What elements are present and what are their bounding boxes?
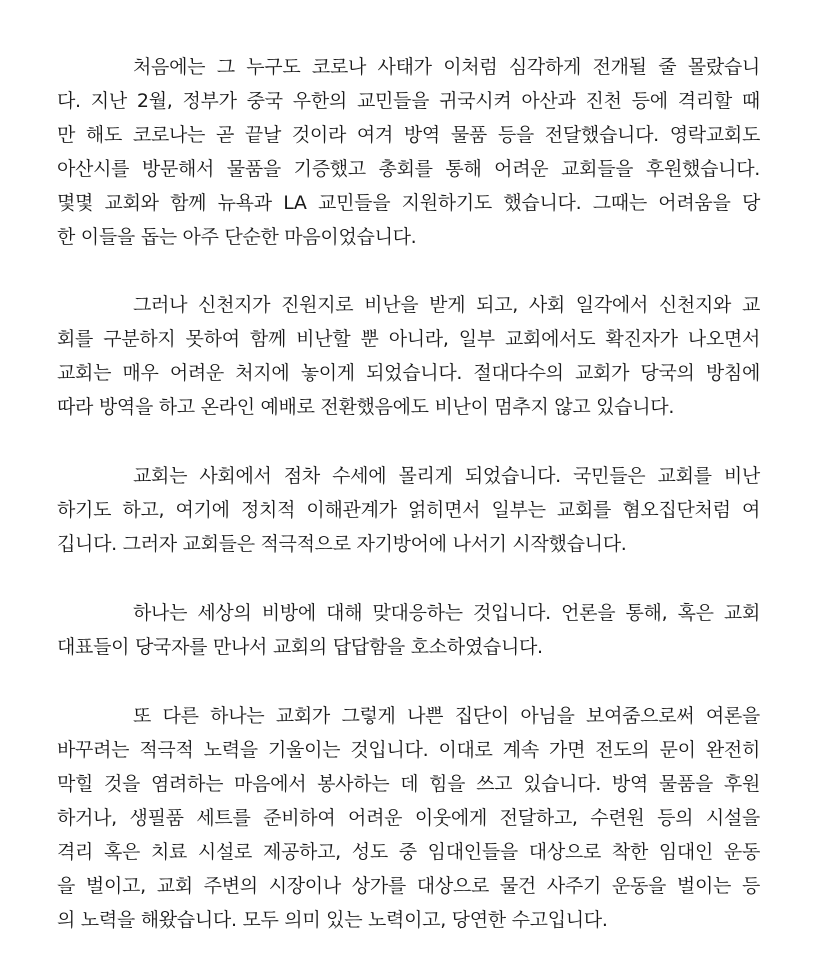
text-line: 다. 지난 2월, 정부가 중국 우한의 교민들을 귀국시켜 아산과 진천 등에 격리할 때 xyxy=(57,90,760,112)
text-line: 바꾸려는 적극적 노력을 기울이는 것입니다. 이대로 계속 가면 전도의 문이 완전히 xyxy=(57,739,760,761)
text-line: 처음에는 그 누구도 코로나 사태가 이처럼 심각하게 전개될 줄 몰랐습니 xyxy=(133,56,760,78)
text-line: 교회는 매우 어려운 처지에 놓이게 되었습니다. 절대다수의 교회가 당국의 방침에 xyxy=(57,362,760,384)
text-line: 회를 구분하지 못하여 함께 비난할 뿐 아니라, 일부 교회에서도 확진자가 나오면서 xyxy=(57,328,760,350)
text-line: 몇몇 교회와 함께 뉴욕과 LA 교민들을 지원하기도 했습니다. 그때는 어려움을 당 xyxy=(57,192,760,214)
text-line: 따라 방역을 하고 온라인 예배로 전환했음에도 비난이 멈추지 않고 있습니다. xyxy=(57,396,675,418)
text-line: 한 이들을 돕는 아주 단순한 마음이었습니다. xyxy=(57,226,417,248)
text-line: 또 다른 하나는 교회가 그렇게 나쁜 집단이 아님을 보여줌으로써 여론을 xyxy=(133,705,760,727)
text-line: 하기도 하고, 여기에 정치적 이해관계가 얽히면서 일부는 교회를 혐오집단처럼 여 xyxy=(57,499,760,521)
text-line: 깁니다. 그러자 교회들은 적극적으로 자기방어에 나서기 시작했습니다. xyxy=(57,533,627,555)
text-line: 대표들이 당국자를 만나서 교회의 답답함을 호소하였습니다. xyxy=(57,636,543,658)
text-line: 아산시를 방문해서 물품을 기증했고 총회를 통해 어려운 교회들을 후원했습니다. xyxy=(57,158,760,180)
text-line: 하나는 세상의 비방에 대해 맞대응하는 것입니다. 언론을 통해, 혹은 교회 xyxy=(133,602,760,624)
text-line: 만 해도 코로나는 곧 끝날 것이라 여겨 방역 물품 등을 전달했습니다. 영락교회도 xyxy=(57,124,760,146)
text-line: 격리 혹은 치료 시설로 제공하고, 성도 중 임대인들을 대상으로 착한 임대인 운동 xyxy=(57,841,760,863)
text-line: 막힐 것을 염려하는 마음에서 봉사하는 데 힘을 쓰고 있습니다. 방역 물품을 후원 xyxy=(57,773,760,795)
text-line: 그러나 신천지가 진원지로 비난을 받게 되고, 사회 일각에서 신천지와 교 xyxy=(133,294,760,316)
text-line: 하거나, 생필품 세트를 준비하여 어려운 이웃에게 전달하고, 수련원 등의 시설을 xyxy=(57,807,760,829)
text-line: 을 벌이고, 교회 주변의 시장이나 상가를 대상으로 물건 사주기 운동을 벌이는 등 xyxy=(57,875,760,897)
text-line: 의 노력을 해왔습니다. 모두 의미 있는 노력이고, 당연한 수고입니다. xyxy=(57,909,608,931)
text-line: 교회는 사회에서 점차 수세에 몰리게 되었습니다. 국민들은 교회를 비난 xyxy=(133,465,760,487)
